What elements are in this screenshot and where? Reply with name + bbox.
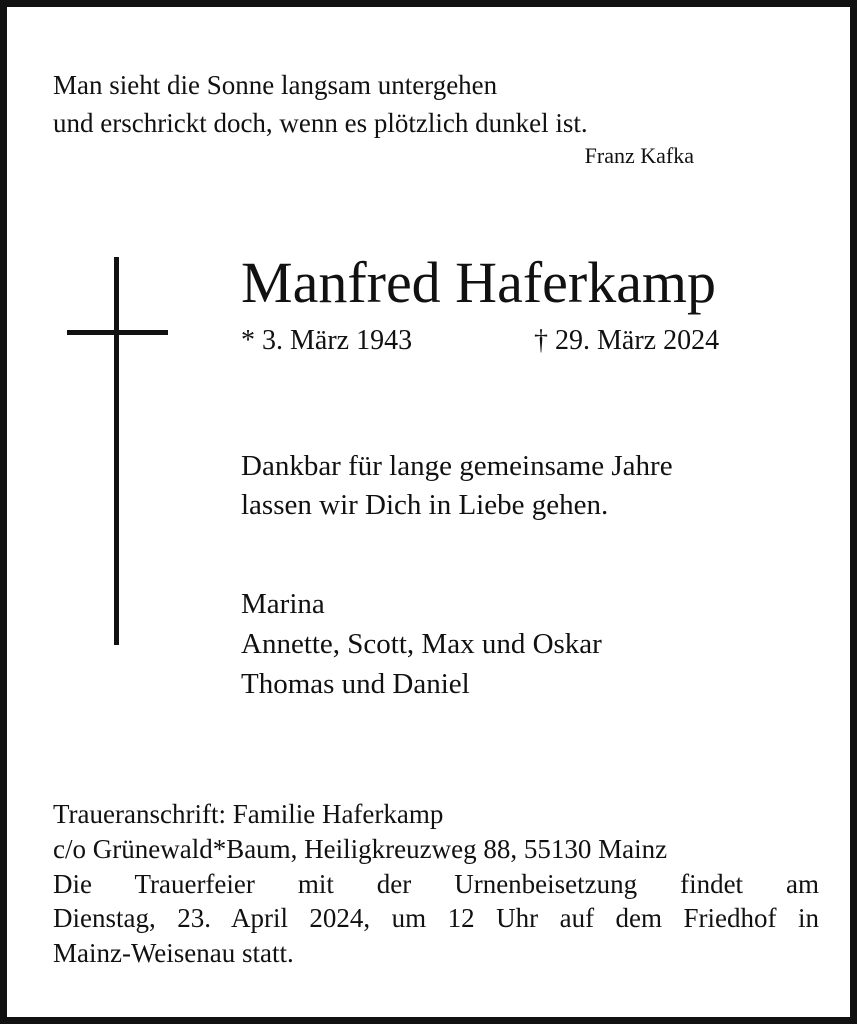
info-address-line: Traueranschrift: Familie Haferkamp: [53, 799, 444, 829]
family-line-1: Marina: [241, 588, 325, 620]
quote-line-1: Man sieht die Sonne langsam untergehen: [53, 70, 498, 100]
thanks-line-2: lassen wir Dich in Liebe gehen.: [241, 489, 609, 521]
quote-line-2: und erschrickt doch, wenn es plötzlich dunkel ist.: [53, 108, 588, 138]
family-line-3: Thomas und Daniel: [241, 668, 470, 700]
deceased-name: Manfred Haferkamp: [241, 250, 717, 315]
family-line-2: Annette, Scott, Max und Oskar: [241, 628, 602, 660]
info-ceremony-line-1: Die Trauerfeier mit der Urnenbeisetzung findet am: [53, 869, 819, 899]
info-co-line: c/o Grünewald*Baum, Heiligkreuzweg 88, 55130 Mainz: [53, 834, 668, 864]
info-ceremony-line-2: Dienstag, 23. April 2024, um 12 Uhr auf dem Friedhof in: [53, 903, 819, 933]
death-date: † 29. März 2024: [534, 325, 720, 356]
birth-date: * 3. März 1943: [241, 325, 413, 356]
cross-vertical-bar: [114, 257, 119, 645]
quote-author: Franz Kafka: [584, 143, 694, 168]
cross-horizontal-bar: [67, 330, 168, 335]
thanks-line-1: Dankbar für lange gemeinsame Jahre: [241, 450, 673, 482]
info-ceremony-line-3: Mainz-Weisenau statt.: [53, 938, 294, 968]
